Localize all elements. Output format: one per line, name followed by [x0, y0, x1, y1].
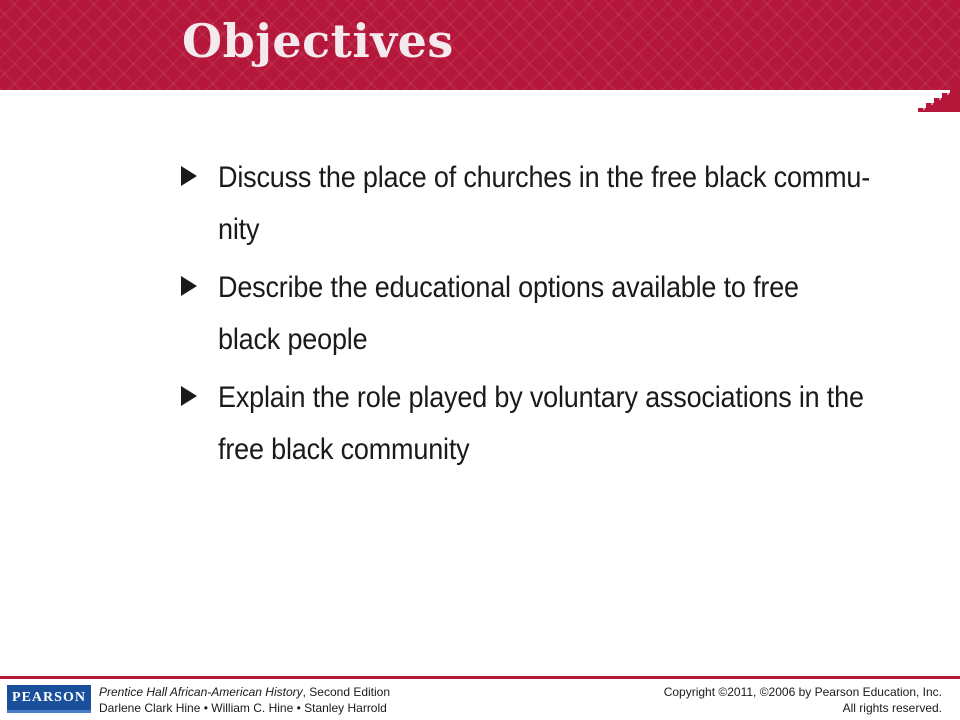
- list-item: [178, 372, 938, 476]
- bullet-line: Explain the role played by voluntary associations in the: [218, 381, 864, 414]
- objectives-list: [178, 152, 938, 482]
- bullet-line: Describe the educational options available to free: [218, 271, 799, 304]
- triangle-bullet-icon: [181, 166, 197, 186]
- title-banner: [0, 0, 960, 90]
- list-item: [178, 152, 938, 256]
- bullet-line: nity: [218, 213, 260, 246]
- bullet-line: Discuss the place of churches in the free black commu-: [218, 161, 871, 194]
- book-info: [99, 684, 390, 716]
- triangle-bullet-icon: [181, 386, 197, 406]
- pearson-logo: [7, 685, 91, 713]
- book-title-line: [99, 684, 390, 700]
- copyright-line: Copyright ©2011, ©2006 by Pearson Education, Inc.: [663, 685, 942, 699]
- book-authors: Darlene Clark Hine • William C. Hine • Stanley Harrold: [99, 701, 387, 715]
- bullet-line: free black community: [218, 433, 470, 466]
- book-title: Prentice Hall African-American History: [99, 685, 303, 699]
- book-edition: , Second Edition: [302, 685, 391, 699]
- slide-title: Objectives: [182, 14, 454, 68]
- bullet-line: black people: [218, 323, 368, 356]
- triangle-bullet-icon: [181, 276, 197, 296]
- logo-text: PEARSON: [12, 689, 86, 705]
- rights-line: All rights reserved.: [842, 701, 942, 715]
- stairs-decoration: [918, 88, 960, 112]
- list-item: [178, 262, 938, 366]
- footer-divider: [0, 676, 960, 679]
- copyright-notice: [664, 684, 942, 716]
